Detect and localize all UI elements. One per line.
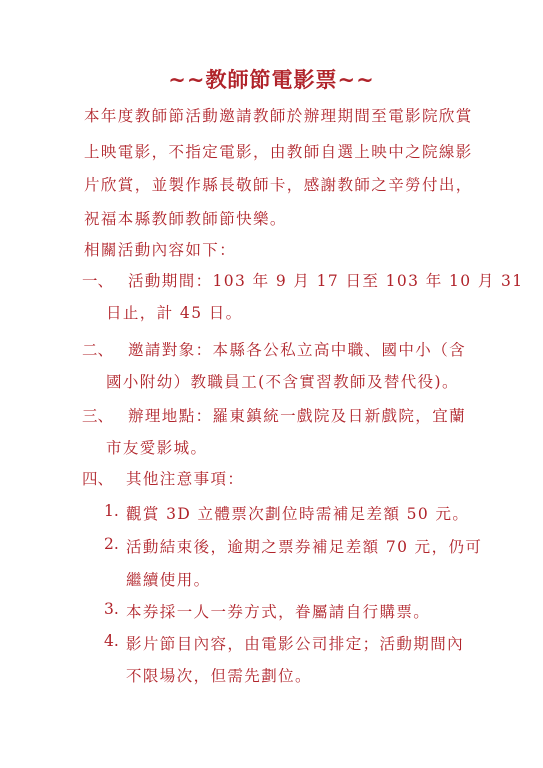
section-number-1: 一、 [82,272,114,290]
section-number-4: 四、 [82,470,114,488]
note-4-line-2: 不限場次，但需先劃位。 [126,667,312,685]
section-2-line-2: 國小附幼）教職員工(不含實習教師及替代役)。 [106,373,459,391]
document-title: ~~教師節電影票~~ [168,67,375,92]
intro-line-4: 祝福本縣教師教師節快樂。 [84,210,287,228]
note-number-4: 4. [104,632,119,650]
section-1-line-1: 活動期間：103 年 9 月 17 日至 103 年 10 月 31 [128,272,524,290]
section-number-2: 二、 [82,341,114,359]
note-3-line-1: 本券採一人一券方式，眷屬請自行購票。 [126,603,431,621]
intro-line-1: 本年度教師節活動邀請教師於辦理期間至電影院欣賞 [84,107,473,125]
section-3-line-1: 辦理地點：羅東鎮統一戲院及日新戲院，宜蘭 [128,407,467,425]
section-4-line-1: 其他注意事項： [126,470,245,488]
note-2-line-1: 活動結束後，逾期之票券補足差額 70 元，仍可 [126,538,483,556]
section-number-3: 三、 [82,407,114,425]
note-number-3: 3. [104,600,119,618]
note-1-line-1: 觀賞 3D 立體票次劃位時需補足差額 50 元。 [126,505,470,523]
note-number-1: 1. [104,502,119,520]
section-1-line-2: 日止，計 45 日。 [106,304,243,322]
intro-line-2: 上映電影，不指定電影，由教師自選上映中之院線影 [84,143,473,161]
section-2-line-1: 邀請對象：本縣各公私立高中職、國中小（含 [128,341,467,359]
intro-line-3: 片欣賞，並製作縣長敬師卡，感謝教師之辛勞付出， [84,176,473,194]
note-number-2: 2. [104,535,119,553]
section-3-line-2: 市友愛影城。 [106,439,208,457]
list-heading: 相關活動內容如下： [84,241,237,259]
note-4-line-1: 影片節目內容，由電影公司排定；活動期間內 [126,635,465,653]
note-2-line-2: 繼續使用。 [126,571,211,589]
